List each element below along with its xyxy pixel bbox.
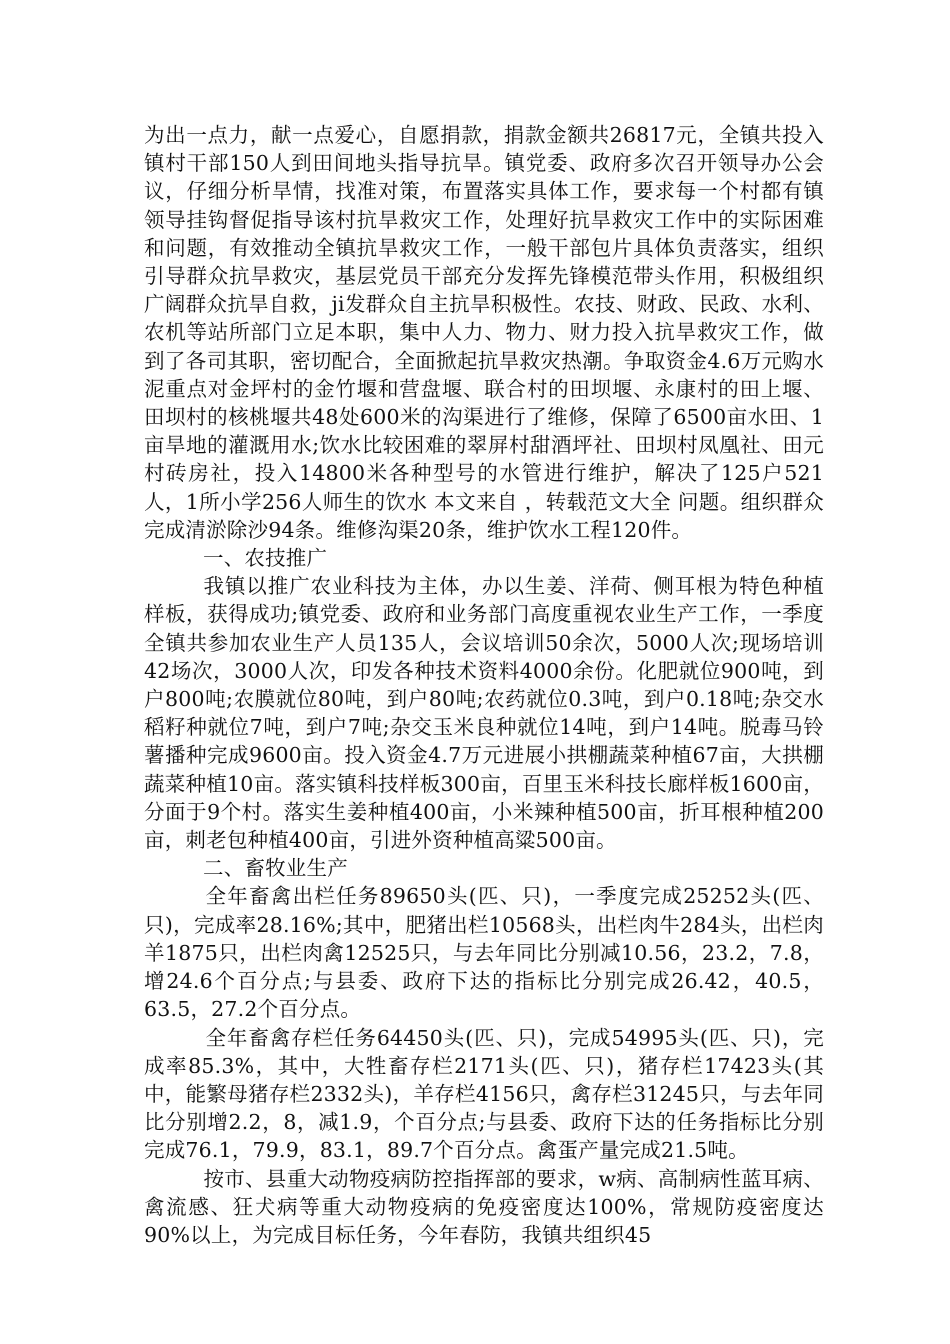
paragraph-livestock-output: 全年畜禽出栏任务89650头(匹、只)，一季度完成25252头(匹、只)，完成率28.16%;其中，肥猪出栏10568头，出栏肉牛284头，出栏肉羊1875只，出栏肉禽12525只，与去年同比分别减10.56，23.2，7.8，增24.6个百分点;与县委、政府下达的指标比分别完成26.42，40.5，63.5，27.2个百分点。 (144, 884, 824, 1022)
paragraph-agri-tech: 我镇以推广农业科技为主体，办以生姜、洋荷、侧耳根为特色种植样板，获得成功;镇党委、政府和业务部门高度重视农业生产工作，一季度全镇共参加农业生产人员135人，会议培训50余次，5000人次;现场培训42场次，3000人次，印发各种技术资料4000余份。化肥就位900吨，到户800吨;农膜就位80吨，到户80吨;农药就位0.3吨，到户0.18吨;杂交水稻籽种就位7吨，到户7吨;杂交玉米良种就位14吨，到户14吨。脱毒马铃薯播种完成9600亩。投入资金4.7万元进展小拱棚蔬菜种植67亩，大拱棚蔬菜种植10亩。落实镇科技样板300亩，百里玉米科技长廊样板1600亩，分面于9个村。落实生姜种植400亩，小米辣种植500亩，折耳根种植200亩，刺老包种植400亩，引进外资种植高粱500亩。 (144, 574, 824, 853)
paragraph-epidemic-prevention: 按市、县重大动物疫病防控指挥部的要求，w病、高制病性蓝耳病、禽流感、狂犬病等重大动物疫病的免疫密度达100%，常规防疫密度达90%以上，为完成目标任务，今年春防，我镇共组织45 (144, 1166, 824, 1247)
paragraph-livestock-stock: 全年畜禽存栏任务64450头(匹、只)，完成54995头(匹、只)，完成率85.3%，其中，大牲畜存栏2171头(匹、只)，猪存栏17423头(其中，能繁母猪存栏2332头)，羊存栏4156只，禽存栏31245只，与去年同比分别增2.2，8，减1.9，个百分点;与县委、政府下达的任务指标比分别完成76.1，79.9，83.1，89.7个百分点。禽蛋产量完成21.5吨。 (144, 1025, 824, 1163)
section-heading-agri-tech: 一、农技推广 (203, 546, 328, 571)
section-heading-livestock: 二、畜牧业生产 (203, 856, 348, 881)
paragraph-drought-relief: 为出一点力，献一点爱心，自愿捐款，捐款金额共26817元，全镇共投入镇村干部150人到田间地头指导抗旱。镇党委、政府多次召开领导办公会议，仔细分析旱情，找准对策，布置落实具体工作，要求每一个村都有镇领导挂钩督促指导该村抗旱救灾工作，处理好抗旱救灾工作中的实际困难和问题，有效推动全镇抗旱救灾工作，一般干部包片具体负责落实，组织引导群众抗旱救灾，基层党员干部充分发挥先锋模范带头作用，积极组织广阔群众抗旱自救，ji发群众自主抗旱积极性。农技、财政、民政、水利、农机等站所部门立足本职，集中人力、物力、财力投入抗旱救灾工作，做到了各司其职，密切配合，全面掀起抗旱救灾热潮。争取资金4.6万元购水泥重点对金坪村的金竹堰和营盘堰、联合村的田坝堰、永康村的田上堰、田坝村的核桃堰共48处600米的沟渠进行了维修，保障了6500亩水田、1亩旱地的灌溉用水;饮水比较困难的翠屏村甜酒坪社、田坝村凤凰社、田元村砖房社，投入14800米各种型号的水管进行维护，解决了125户521人，1所小学256人师生的饮水 本文来自 ，转载范文大全 问题。组织群众完成清淤除沙94条。维修沟渠20条，维护饮水工程120件。 (144, 123, 824, 542)
document-body (144, 121, 824, 1249)
